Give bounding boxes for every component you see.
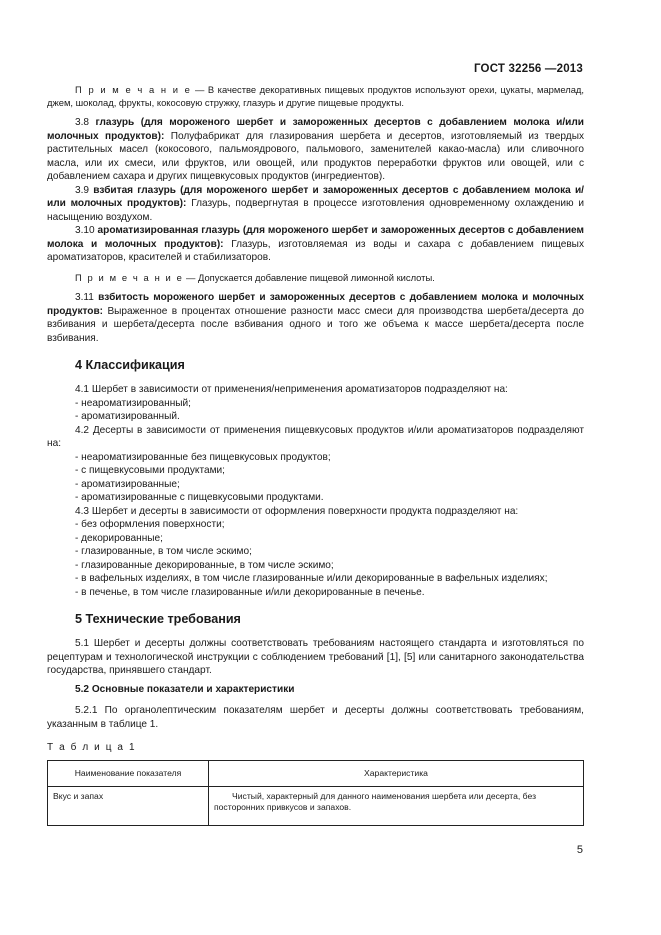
term-name: ароматизированная глазурь (для мороженого шербет и замороженных десертов с добавлением молока и молочных продуктов): [47,225,584,250]
section-4-heading: 4 Классификация [75,358,185,372]
clause-5-2-1: 5.2.1 По органолептическим показателям шербет и десерты должны соответствовать требованиям, указанным в таблице 1. [47,705,584,730]
table-row [48,786,584,825]
clause-4-1: 4.1 Шербет в зависимости от применения/неприменения ароматизаторов подразделяют на: [75,384,508,395]
table-cell-characteristic: Чистый, характерный для данного наименования шербета или десерта, без посторонних привкусов и запахов. [209,786,584,825]
clause-4-3: 4.3 Шербет и десерты в зависимости от оформления поверхности продукта подразделяют на: [75,505,519,517]
list-item: - в вафельных изделиях, в том числе глазированные и/или декорированные в вафельных изделиях; [75,573,548,584]
list-item: - с пищевкусовыми продуктами; [75,465,225,476]
column-header-indicator: Наименование показателя [48,760,209,786]
term-3-8 [47,116,584,184]
list-item: - ароматизированный. [75,411,180,422]
list-item: - в печенье, в том числе глазированные и/или декорированные в печенье. [75,586,425,598]
term-name: глазурь (для мороженого шербет и замороженных десертов с добавлением молока и/или молочных продуктов): [47,117,584,142]
column-header-characteristic: Характеристика [209,760,584,786]
table-cell-indicator: Вкус и запах [48,786,209,825]
clause-4-2: 4.2 Десерты в зависимости от применения пищевкусовых продуктов и/или ароматизаторов подразделяют на: [47,424,584,449]
term-3-9 [47,184,584,225]
term-number: 3.10 [75,225,98,236]
list-item: - ароматизированные с пищевкусовыми продуктами. [75,492,324,503]
term-3-11 [47,291,584,345]
section-5-heading: 5 Технические требования [75,612,241,626]
clause-5-1: 5.1 Шербет и десерты должны соответствовать требованиям настоящего стандарта и изготовляться по рецептурам и технологической инструкции с соблюдением требований [1], [5] или санитарного законодательства государства, принявшего стандарт. [47,638,584,676]
term-number: 3.11 [75,292,99,303]
term-definition: Глазурь, изготовляемая из воды и сахара с добавлением пищевых ароматизаторов, красителей и стабилизаторов. [47,238,584,263]
note-citric-acid [47,272,584,285]
note-decorative-products [47,84,584,109]
list-item: - декорированные; [75,532,163,544]
term-name: взбитость мороженого шербет и замороженных десертов с добавлением молока и молочных продуктов: [47,292,584,317]
clause-5-2-heading: 5.2 Основные показатели и характеристики [75,683,295,695]
page-content [47,84,584,826]
table-header-row [48,760,584,786]
note-text: — Допускается добавление пищевой лимонной кислоты. [183,271,435,283]
list-item: - неароматизированные без пищевкусовых продуктов; [75,451,331,463]
term-definition: Выраженное в процентах отношение разности масс смеси для производства шербета/десерта до взбивания и шербета/десерта после взбивания одного и того же объема к массе шербета/десерта после взбивания. [47,305,584,344]
term-number: 3.9 [75,184,94,196]
term-definition: Полуфабрикат для глазирования шербета и десертов, изготовляемый из твердых растительных масел (кокосового, пальмоядрового, пальмового, заменителей какао-масла) или сливочного масла, или их смеси, или фруктов, или овощей, или продуктов переработки фруктов или овощей, или с добавлением сахара и других пищевкусовых продуктов (ингредиентов). [47,130,584,182]
term-number: 3.8 [75,117,96,128]
note-text: — В качестве декоративных пищевых продуктов используют орехи, цукаты, мармелад, джем, шоколад, фрукты, кокосовую стружку, глазурь и другие пищевые продукты. [47,84,584,108]
term-name: взбитая глазурь (для мороженого шербет и замороженных десертов с добавлением молока и/или молочных продуктов): [47,184,584,209]
document-code: ГОСТ 32256 —2013 [473,63,583,75]
term-3-10 [47,224,584,265]
list-item: - глазированные, в том числе эскимо; [75,546,252,557]
note-label: П р и м е ч а н и е [75,271,184,283]
term-definition: Глазурь, подвергнутая в процессе изготовления одновременному охлаждению и насыщению воздухом. [47,198,584,223]
note-label: П р и м е ч а н и е [75,84,192,95]
table-1 [47,760,584,826]
list-item: - глазированные декорированные, в том числе эскимо; [75,559,334,571]
list-item: - без оформления поверхности; [75,519,225,530]
table-caption: Т а б л и ц а 1 [47,742,137,753]
page-number: 5 [576,844,583,856]
list-item: - неароматизированный; [75,397,191,409]
list-item: - ароматизированные; [75,478,180,490]
